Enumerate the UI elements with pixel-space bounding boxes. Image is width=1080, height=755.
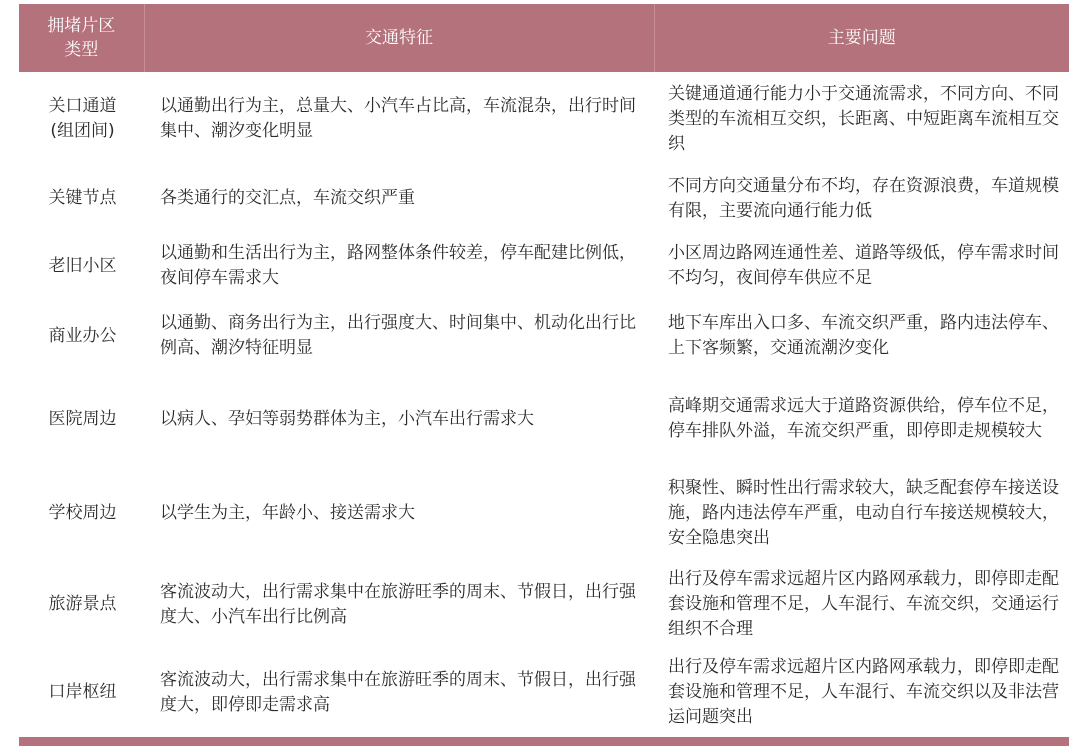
- main-issues-cell: 地下车库出入口多、车流交织严重，路内违法停车、上下客频繁，交通流潮汐变化: [668, 313, 1059, 358]
- header-traffic-features: 交通特征: [144, 4, 654, 72]
- header-main-issues: 主要问题: [654, 4, 1069, 72]
- area-type-cell: 医院周边: [48, 408, 117, 429]
- traffic-features-cell: 以通勤、商务出行为主，出行强度大、时间集中、机动化出行比例高、潮汐特征明显: [160, 313, 636, 358]
- traffic-features-cell: 以通勤出行为主，总量大、小汽车占比高，车流混杂，出行时间集中、潮汐变化明显: [160, 96, 636, 141]
- area-type-cell: 口岸枢纽: [48, 682, 117, 702]
- area-type-cell: 商业办公: [48, 325, 117, 346]
- area-type-cell: 学校周边: [48, 502, 117, 523]
- area-type-cell: 旅游景点: [48, 594, 117, 614]
- table-header: [19, 4, 1069, 72]
- main-issues-cell: 关键通道通行能力小于交通流需求，不同方向、不同类型的车流相互交织，长距离、中短距离车流相互交织: [668, 83, 1059, 154]
- main-issues-cell: 高峰期交通需求远大于道路资源供给，停车位不足，停车排队外溢，车流交织严重，即停即走规模较大: [668, 396, 1059, 441]
- main-issues-cell: 出行及停车需求远超片区内路网承载力，即停即走配套设施和管理不足，人车混行、车流交织以及非法营运问题突出: [668, 657, 1059, 727]
- main-issues-cell: 不同方向交通量分布不均，存在资源浪费，车道规模有限，主要流向通行能力低: [668, 175, 1059, 221]
- main-issues-cell: 出行及停车需求远超片区内路网承载力，即停即走配套设施和管理不足，人车混行、车流交织，交通运行组织不合理: [668, 569, 1059, 639]
- traffic-features-cell: 以病人、孕妇等弱势群体为主，小汽车出行需求大: [160, 408, 534, 429]
- traffic-features-cell: 以学生为主，年龄小、接送需求大: [160, 502, 415, 523]
- congestion-table: [19, 4, 1069, 735]
- table-row: [19, 166, 1069, 231]
- traffic-features-cell: 客流波动大，出行需求集中在旅游旺季的周末、节假日，出行强度大、小汽车出行比例高: [160, 581, 636, 627]
- table-row: [19, 559, 1069, 650]
- traffic-features-cell: 以通勤和生活出行为主，路网整体条件较差，停车配建比例低，夜间停车需求大: [160, 243, 636, 288]
- area-type-cell: [19, 72, 144, 166]
- table-row: [19, 301, 1069, 371]
- header-area-type-label: 拥堵片区类型: [47, 16, 116, 60]
- table-body: [19, 72, 1069, 735]
- traffic-features-cell: 客流波动大，出行需求集中在旅游旺季的周末、节假日，出行强度大，即停即走需求高: [160, 669, 636, 715]
- header-area-type: [19, 4, 144, 72]
- table-row: [19, 650, 1069, 735]
- table-row: [19, 467, 1069, 559]
- area-type-label: 关口通道(组团间): [48, 96, 117, 141]
- data-table: [19, 4, 1069, 735]
- table-row: [19, 231, 1069, 301]
- header-row: [19, 4, 1069, 72]
- table-row: [19, 371, 1069, 467]
- area-type-cell: 老旧小区: [48, 255, 117, 276]
- table-bottom-rule: [19, 737, 1069, 746]
- area-type-cell: 关键节点: [48, 188, 117, 208]
- main-issues-cell: 小区周边路网连通性差、道路等级低，停车需求时间不均匀，夜间停车供应不足: [668, 243, 1059, 288]
- traffic-features-cell: 各类通行的交汇点，车流交织严重: [160, 188, 415, 208]
- main-issues-cell: 积聚性、瞬时性出行需求较大，缺乏配套停车接送设施，路内违法停车严重，电动自行车接送规模较大，安全隐患突出: [668, 477, 1059, 548]
- table-row: [19, 72, 1069, 166]
